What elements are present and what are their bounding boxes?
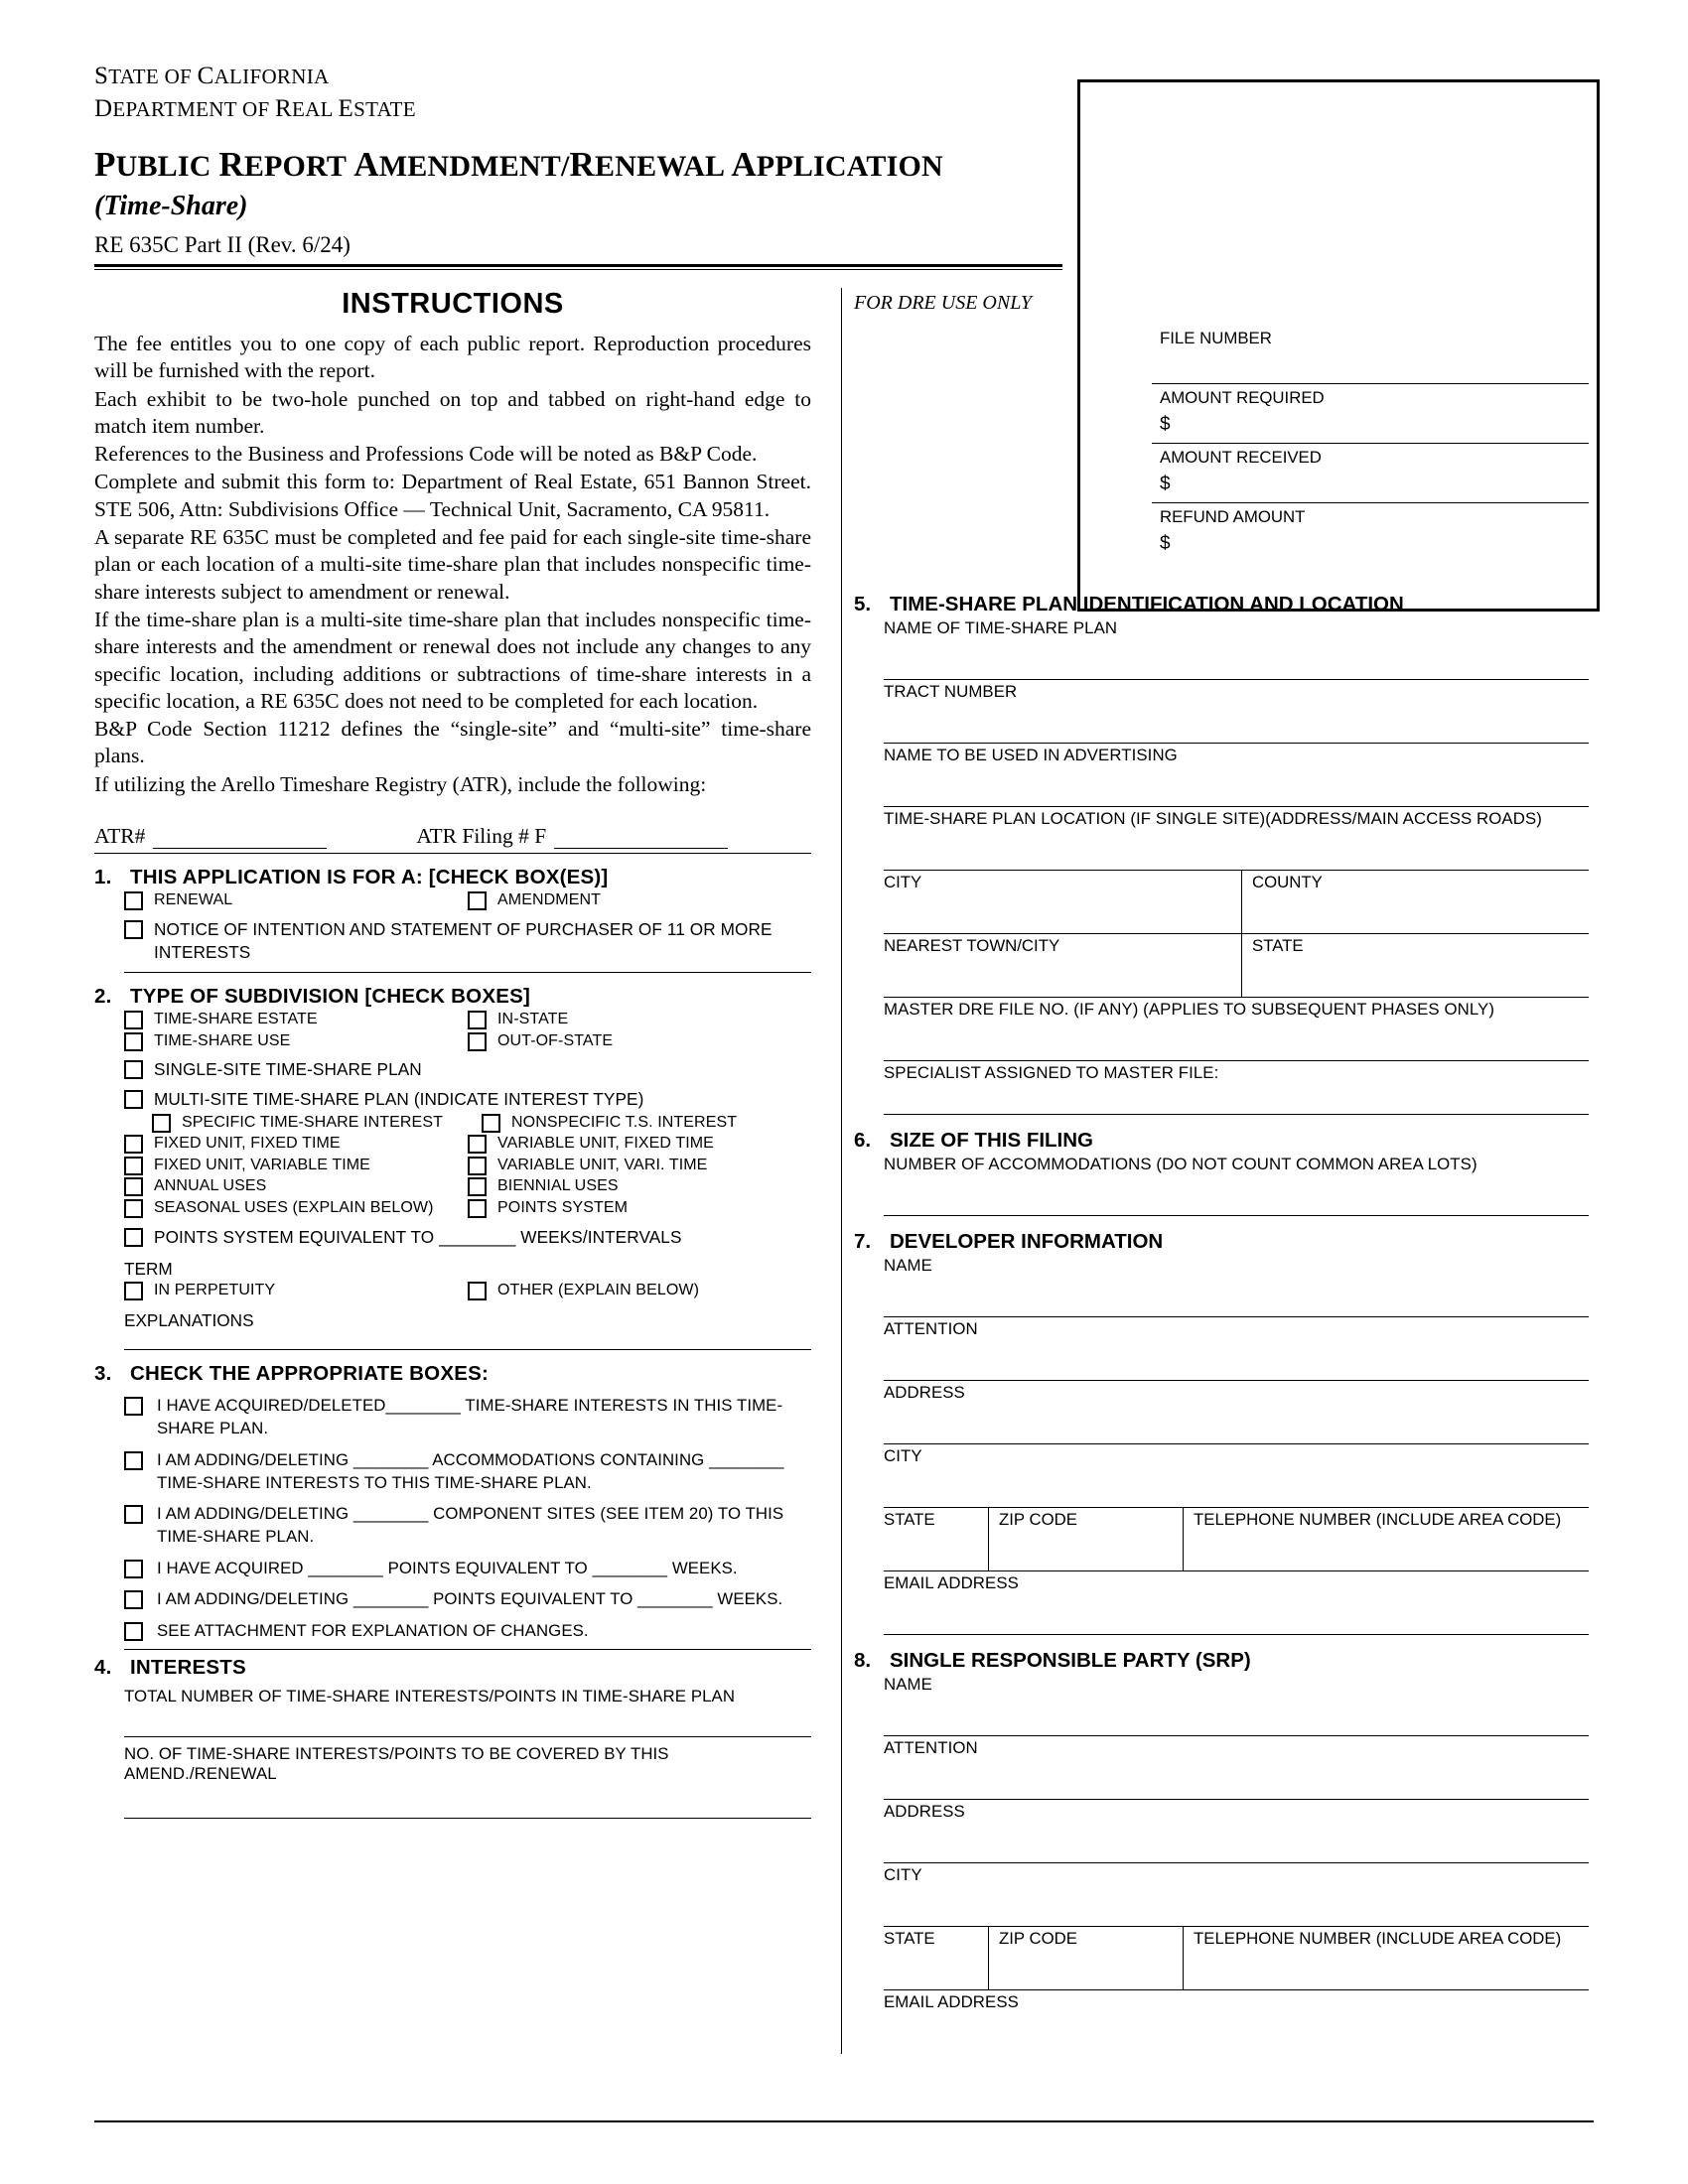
checkbox-variable-unit-fixed-time[interactable] <box>468 1133 811 1155</box>
agency-name-line2: DEPARTMENT OF REAL ESTATE <box>94 95 416 122</box>
checkbox-label: I AM ADDING/DELETING ________ POINTS EQUIVALENT TO ________ WEEKS. <box>157 1589 783 1609</box>
checkbox-adding-deleting-component-sites[interactable] <box>124 1503 811 1548</box>
accommodations-count-field[interactable] <box>884 1153 1589 1216</box>
srp-city-field[interactable] <box>884 1863 1589 1927</box>
checkbox-single-site-plan[interactable] <box>124 1058 811 1081</box>
developer-state-label: STATE <box>884 1510 935 1529</box>
checkbox-label: AMENDMENT <box>497 891 602 909</box>
checkbox-box-icon[interactable] <box>124 1199 143 1218</box>
checkbox-label: I HAVE ACQUIRED/DELETED________ TIME-SHARE INTERESTS IN THIS TIME-SHARE PLAN. <box>157 1396 783 1438</box>
checkbox-label: POINTS SYSTEM EQUIVALENT TO ________ WEEKS/INTERVALS <box>154 1226 682 1247</box>
accommodations-count-label: NUMBER OF ACCOMMODATIONS (DO NOT COUNT COMMON AREA LOTS) <box>884 1155 1477 1173</box>
checkbox-box-icon[interactable] <box>124 1622 143 1641</box>
plan-name-field[interactable] <box>884 616 1589 680</box>
checkbox-variable-unit-variable-time[interactable] <box>468 1155 811 1176</box>
atr-input[interactable] <box>153 824 327 849</box>
page-title: PUBLIC REPORT AMENDMENT/RENEWAL APPLICATION <box>94 145 943 184</box>
checkbox-box-icon[interactable] <box>124 1590 143 1609</box>
checkbox-in-perpetuity[interactable] <box>124 1280 468 1301</box>
atr-filing-input[interactable] <box>554 824 728 849</box>
total-interests-input[interactable] <box>124 1706 811 1737</box>
checkbox-time-share-use[interactable] <box>124 1030 468 1052</box>
section-1-options-row <box>124 889 811 911</box>
section-6 <box>854 1129 1589 1216</box>
checkbox-box-icon[interactable] <box>124 1560 143 1578</box>
specialist-label: SPECIALIST ASSIGNED TO MASTER FILE: <box>884 1063 1219 1082</box>
srp-state-zip-phone-row <box>884 1927 1589 1990</box>
checkbox-notice-of-intention[interactable] <box>124 918 779 964</box>
section-4 <box>94 1656 811 1819</box>
amount-received-value: $ <box>1160 474 1171 494</box>
section-4-title: INTERESTS <box>130 1655 246 1679</box>
checkbox-label: OTHER (EXPLAIN BELOW) <box>497 1281 700 1298</box>
section-8 <box>854 1649 1589 2054</box>
dre-use-box <box>1077 79 1600 612</box>
checkbox-label: ANNUAL USES <box>154 1177 267 1195</box>
checkbox-box-icon[interactable] <box>124 1397 143 1416</box>
srp-zip-label: ZIP CODE <box>999 1929 1077 1948</box>
srp-address-field[interactable] <box>884 1800 1589 1863</box>
checkbox-box-icon[interactable] <box>468 891 487 910</box>
specialist-field[interactable] <box>884 1061 1589 1115</box>
checkbox-box-icon[interactable] <box>152 1114 171 1133</box>
term-row <box>124 1280 811 1301</box>
developer-zip-label: ZIP CODE <box>999 1510 1077 1529</box>
section-3-heading <box>94 1362 811 1386</box>
checkbox-box-icon[interactable] <box>468 1135 487 1154</box>
srp-email-field[interactable] <box>884 1990 1589 2054</box>
section-7-title: DEVELOPER INFORMATION <box>890 1230 1164 1253</box>
plan-location-field[interactable] <box>884 807 1589 871</box>
srp-city-label: CITY <box>884 1865 922 1884</box>
checkbox-box-icon[interactable] <box>468 1282 487 1300</box>
checkbox-label: VARIABLE UNIT, FIXED TIME <box>497 1135 714 1153</box>
checkbox-box-icon[interactable] <box>468 1032 487 1051</box>
nearest-town-field[interactable] <box>884 934 1241 997</box>
section-7-heading <box>854 1230 1589 1254</box>
atr-rule <box>94 853 811 854</box>
checkbox-label: FIXED UNIT, VARIABLE TIME <box>154 1156 370 1173</box>
checkbox-label: VARIABLE UNIT, VARI. TIME <box>497 1156 708 1173</box>
checkbox-box-icon[interactable] <box>468 1177 487 1196</box>
checkbox-label: SEASONAL USES (EXPLAIN BELOW) <box>154 1199 434 1217</box>
checkbox-box-icon[interactable] <box>124 1177 143 1196</box>
section-3-rule <box>124 1649 811 1650</box>
checkbox-label: FIXED UNIT, FIXED TIME <box>154 1135 341 1153</box>
checkbox-box-icon[interactable] <box>124 1135 143 1154</box>
checkbox-label: I HAVE ACQUIRED ________ POINTS EQUIVALENT TO ________ WEEKS. <box>157 1558 738 1577</box>
checkbox-label: NONSPECIFIC T.S. INTEREST <box>511 1113 738 1131</box>
section-7-number: 7. <box>854 1230 872 1253</box>
atr-label: ATR# <box>94 824 146 849</box>
subdivision-row <box>124 1133 811 1155</box>
checkbox-box-icon[interactable] <box>124 1060 143 1079</box>
checkbox-biennial-uses[interactable] <box>468 1175 811 1197</box>
developer-attention-label: ATTENTION <box>884 1319 978 1338</box>
checkbox-label: IN PERPETUITY <box>154 1281 276 1298</box>
developer-address-field[interactable] <box>884 1381 1589 1444</box>
section-7 <box>854 1230 1589 1635</box>
county-label: COUNTY <box>1252 873 1323 891</box>
section-1-rule <box>124 972 811 973</box>
section-6-heading <box>854 1129 1589 1153</box>
developer-city-field[interactable] <box>884 1444 1589 1508</box>
checkbox-term-other[interactable] <box>468 1280 811 1301</box>
checkbox-amendment[interactable] <box>468 889 811 911</box>
instruction-paragraph: References to the Business and Professions Code will be noted as B&P Code. <box>94 442 758 467</box>
column-divider <box>841 288 842 2054</box>
checkbox-label: SEE ATTACHMENT FOR EXPLANATION OF CHANGES. <box>157 1620 589 1640</box>
master-file-no-label: MASTER DRE FILE NO. (IF ANY) (APPLIES TO SUBSEQUENT PHASES ONLY) <box>884 1000 1495 1019</box>
subdivision-row <box>124 1009 811 1030</box>
checkbox-adding-deleting-points[interactable] <box>124 1588 811 1611</box>
checkbox-label: SPECIFIC TIME-SHARE INTEREST <box>182 1113 443 1131</box>
refund-amount-label: REFUND AMOUNT <box>1160 507 1306 526</box>
city-field[interactable] <box>884 871 1241 933</box>
instructions-body <box>94 331 811 798</box>
checkbox-label: BIENNIAL USES <box>497 1177 619 1195</box>
developer-name-field[interactable] <box>884 1254 1589 1317</box>
checkbox-label: TIME-SHARE USE <box>154 1031 291 1049</box>
checkbox-points-system[interactable] <box>468 1197 811 1219</box>
section-7-fields <box>884 1254 1589 1635</box>
section-6-number: 6. <box>854 1129 872 1152</box>
developer-address-label: ADDRESS <box>884 1383 965 1402</box>
town-state-row <box>884 934 1589 998</box>
srp-state-field[interactable] <box>884 1927 988 1989</box>
instruction-paragraph: The fee entitles you to one copy of each public report. Reproduction procedures will be furnished with the report. <box>94 332 811 383</box>
checkbox-box-icon[interactable] <box>124 1451 143 1470</box>
total-interests-label: TOTAL NUMBER OF TIME-SHARE INTERESTS/POINTS IN TIME-SHARE PLAN <box>124 1686 736 1706</box>
left-column <box>94 288 829 2054</box>
checkbox-label: MULTI-SITE TIME-SHARE PLAN (INDICATE INTEREST TYPE) <box>154 1089 644 1110</box>
section-6-title: SIZE OF THIS FILING <box>890 1129 1093 1152</box>
header-rule-thin <box>94 269 1062 270</box>
srp-phone-field[interactable] <box>1183 1927 1589 1989</box>
section-4-fields <box>124 1687 811 1819</box>
state-field[interactable] <box>1241 934 1589 997</box>
explanations-label: EXPLANATIONS <box>124 1310 254 1331</box>
amount-received-label: AMOUNT RECEIVED <box>1160 448 1322 467</box>
checkbox-acquired-deleted-interests[interactable] <box>124 1395 811 1439</box>
section-1-title: THIS APPLICATION IS FOR A: [CHECK BOX(ES)] <box>130 866 609 889</box>
subdivision-row <box>124 1155 811 1176</box>
tract-number-label: TRACT NUMBER <box>884 682 1018 701</box>
srp-attention-field[interactable] <box>884 1736 1589 1800</box>
checkbox-points-equivalent[interactable] <box>124 1226 811 1249</box>
page-bottom-rule <box>94 2120 1594 2122</box>
checkbox-box-icon[interactable] <box>124 1032 143 1051</box>
state-label: STATE <box>1252 936 1304 955</box>
checkbox-seasonal-uses[interactable] <box>124 1197 468 1219</box>
checkbox-box-icon[interactable] <box>124 1011 143 1029</box>
srp-address-label: ADDRESS <box>884 1802 965 1821</box>
developer-phone-field[interactable] <box>1183 1508 1589 1570</box>
checkbox-box-icon[interactable] <box>124 1505 143 1524</box>
form-number: RE 635C Part II (Rev. 6/24) <box>94 232 351 257</box>
checkbox-label: TIME-SHARE ESTATE <box>154 1011 318 1028</box>
checkbox-nonspecific-interest[interactable] <box>482 1112 811 1134</box>
section-8-number: 8. <box>854 1649 872 1672</box>
checkbox-in-state[interactable] <box>468 1009 811 1030</box>
checkbox-box-icon[interactable] <box>124 1282 143 1300</box>
section-2 <box>94 985 811 1350</box>
explanations-input[interactable] <box>124 1349 811 1350</box>
instruction-paragraph: Complete and submit this form to: Department of Real Estate, 651 Bannon Street. STE 506, Attn: Subdivisions Office — Technical Unit, Sacramento, CA 95811. <box>94 470 811 521</box>
county-field[interactable] <box>1241 871 1589 933</box>
master-file-no-field[interactable] <box>884 998 1589 1061</box>
file-number-label: FILE NUMBER <box>1160 329 1272 347</box>
srp-zip-field[interactable] <box>988 1927 1183 1989</box>
checkbox-acquired-points[interactable] <box>124 1558 811 1580</box>
checkbox-label: RENEWAL <box>154 891 233 909</box>
checkbox-renewal[interactable] <box>124 889 468 911</box>
refund-amount-value: $ <box>1160 533 1171 554</box>
checkbox-label: I AM ADDING/DELETING ________ COMPONENT SITES (SEE ITEM 20) TO THIS TIME-SHARE PLAN. <box>157 1504 784 1546</box>
checkbox-specific-interest[interactable] <box>152 1112 482 1134</box>
checkbox-label: IN-STATE <box>497 1011 569 1028</box>
srp-state-label: STATE <box>884 1929 935 1948</box>
checkbox-fixed-unit-variable-time[interactable] <box>124 1155 468 1176</box>
checkbox-out-of-state[interactable] <box>468 1030 811 1052</box>
page-subtitle: (Time-Share) <box>94 191 248 221</box>
developer-attention-field[interactable] <box>884 1317 1589 1381</box>
plan-location-label: TIME-SHARE PLAN LOCATION (IF SINGLE SITE)(ADDRESS/MAIN ACCESS ROADS) <box>884 809 1542 828</box>
atr-row <box>94 824 811 849</box>
checkbox-label: OUT-OF-STATE <box>497 1031 614 1049</box>
developer-zip-field[interactable] <box>988 1508 1183 1570</box>
city-county-row <box>884 871 1589 934</box>
amount-required-value: $ <box>1160 414 1171 435</box>
checkbox-box-icon[interactable] <box>124 891 143 910</box>
instruction-paragraph: If utilizing the Arello Timeshare Registry (ATR), include the following: <box>94 771 707 796</box>
section-5 <box>854 593 1589 1115</box>
developer-state-field[interactable] <box>884 1508 988 1570</box>
advertising-name-label: NAME TO BE USED IN ADVERTISING <box>884 746 1178 764</box>
section-2-heading <box>94 985 811 1009</box>
instructions-title: INSTRUCTIONS <box>342 288 564 320</box>
subdivision-row <box>124 1030 811 1052</box>
developer-city-label: CITY <box>884 1446 922 1465</box>
tract-number-field[interactable] <box>884 680 1589 744</box>
srp-email-label: EMAIL ADDRESS <box>884 1992 1019 2011</box>
advertising-name-field[interactable] <box>884 744 1589 807</box>
header-rule-heavy <box>94 264 1062 267</box>
subdivision-row <box>124 1197 811 1219</box>
instruction-paragraph: B&P Code Section 11212 defines the “single-site” and “multi-site” time-share plans. <box>94 717 811 768</box>
subdivision-row-interest-type <box>152 1112 811 1134</box>
covered-interests-label: NO. OF TIME-SHARE INTERESTS/POINTS TO BE COVERED BY THIS AMEND./RENEWAL <box>124 1743 669 1783</box>
srp-attention-label: ATTENTION <box>884 1738 978 1757</box>
term-label: TERM <box>124 1258 173 1279</box>
checkbox-box-icon[interactable] <box>124 1228 143 1247</box>
amount-required-label: AMOUNT REQUIRED <box>1160 388 1325 407</box>
section-6-fields <box>884 1153 1589 1216</box>
srp-phone-label: TELEPHONE NUMBER (INCLUDE AREA CODE) <box>1194 1929 1562 1948</box>
checkbox-box-icon[interactable] <box>124 1090 143 1109</box>
section-8-fields <box>884 1673 1589 2054</box>
srp-name-field[interactable] <box>884 1673 1589 1736</box>
agency-name-line1: STATE OF CALIFORNIA <box>94 63 330 89</box>
atr-filing-label: ATR Filing # F <box>416 824 547 849</box>
section-5-fields <box>884 616 1589 1115</box>
covered-interests-input[interactable] <box>124 1784 811 1819</box>
section-3 <box>94 1362 811 1649</box>
checkbox-box-icon[interactable] <box>124 1157 143 1175</box>
developer-state-zip-phone-row <box>884 1508 1589 1571</box>
developer-email-label: EMAIL ADDRESS <box>884 1573 1019 1592</box>
section-8-heading <box>854 1649 1589 1673</box>
developer-name-label: NAME <box>884 1256 932 1275</box>
section-4-heading <box>94 1656 811 1680</box>
checkbox-box-icon[interactable] <box>124 920 143 939</box>
developer-email-field[interactable] <box>884 1571 1589 1635</box>
checkbox-box-icon[interactable] <box>468 1157 487 1175</box>
checkbox-label: SINGLE-SITE TIME-SHARE PLAN <box>154 1059 422 1080</box>
section-5-title: TIME-SHARE PLAN IDENTIFICATION AND LOCATION <box>890 593 1404 615</box>
instruction-paragraph: A separate RE 635C must be completed and fee paid for each single-site time-share plan or each location of a multi-site time-share plan that includes nonspecific time-share interests subject to amendment or renewal. <box>94 525 811 604</box>
checkbox-box-icon[interactable] <box>482 1114 500 1133</box>
section-1 <box>94 866 811 973</box>
checkbox-box-icon[interactable] <box>468 1011 487 1029</box>
checkbox-label: POINTS SYSTEM <box>497 1199 629 1217</box>
checkbox-label: NOTICE OF INTENTION AND STATEMENT OF PURCHASER OF 11 OR MORE INTERESTS <box>154 918 773 962</box>
city-label: CITY <box>884 873 922 891</box>
checkbox-fixed-unit-fixed-time[interactable] <box>124 1133 468 1155</box>
checkbox-time-share-estate[interactable] <box>124 1009 468 1030</box>
checkbox-box-icon[interactable] <box>468 1199 487 1218</box>
checkbox-label: I AM ADDING/DELETING ________ ACCOMMODATIONS CONTAINING ________ TIME-SHARE INTERESTS TO THIS TIME-SHARE PLAN. <box>157 1449 784 1492</box>
checkbox-annual-uses[interactable] <box>124 1175 468 1197</box>
developer-phone-label: TELEPHONE NUMBER (INCLUDE AREA CODE) <box>1194 1510 1562 1529</box>
checkbox-adding-deleting-accommodations[interactable] <box>124 1449 811 1494</box>
section-5-number: 5. <box>854 593 872 615</box>
instruction-paragraph: Each exhibit to be two-hole punched on top and tabbed on right-hand edge to match item number. <box>94 386 811 438</box>
section-8-title: SINGLE RESPONSIBLE PARTY (SRP) <box>890 1649 1251 1672</box>
srp-name-label: NAME <box>884 1675 932 1694</box>
section-2-number: 2. <box>94 985 112 1009</box>
dre-use-only-label: FOR DRE USE ONLY <box>854 292 1033 314</box>
section-1-heading <box>94 866 811 889</box>
subdivision-row <box>124 1175 811 1197</box>
section-2-options <box>124 1009 811 1249</box>
section-4-number: 4. <box>94 1655 112 1679</box>
checkbox-multi-site-plan[interactable] <box>124 1088 811 1111</box>
checkbox-see-attachment[interactable] <box>124 1620 811 1643</box>
section-3-number: 3. <box>94 1362 112 1386</box>
nearest-town-label: NEAREST TOWN/CITY <box>884 936 1060 955</box>
section-2-title: TYPE OF SUBDIVISION [CHECK BOXES] <box>130 985 530 1009</box>
plan-name-label: NAME OF TIME-SHARE PLAN <box>884 618 1118 637</box>
section-3-title: CHECK THE APPROPRIATE BOXES: <box>130 1362 489 1386</box>
section-1-number: 1. <box>94 866 112 889</box>
instruction-paragraph: If the time-share plan is a multi-site time-share plan that includes nonspecific time-share interests and the amendment or renewal does not include any changes to any specific location, including additions or subtractions of time-share interests in a specific location, a RE 635C does not need to be completed for each location. <box>94 607 811 713</box>
